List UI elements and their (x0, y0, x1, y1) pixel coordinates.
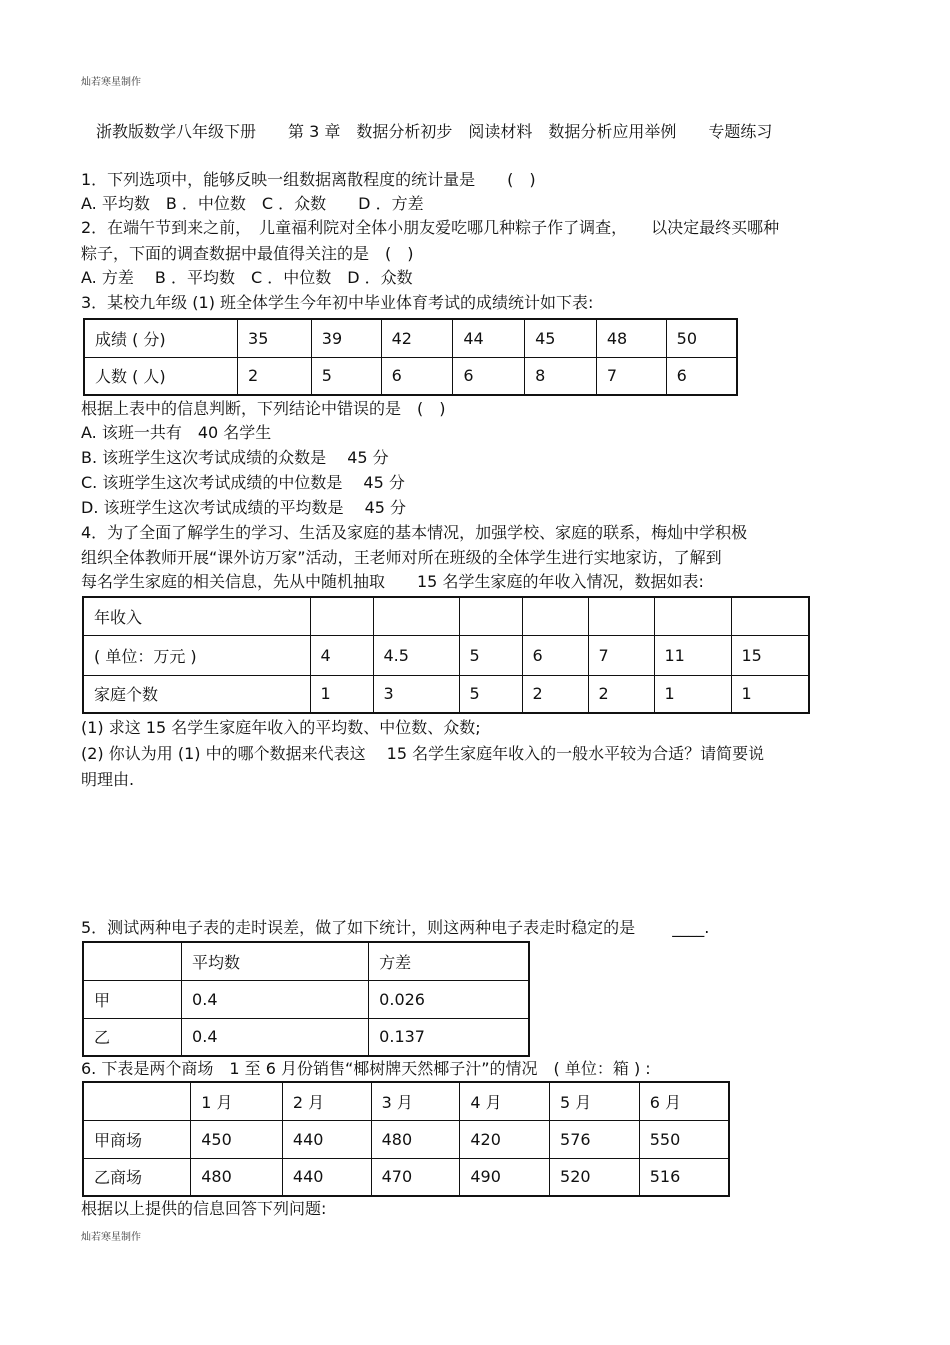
q3-score-row (84, 319, 737, 357)
table-cell: 42 (381, 319, 453, 357)
table-cell: 家庭个数 (83, 675, 310, 713)
table-cell: 1 (731, 675, 809, 713)
table-cell (373, 597, 459, 635)
table-cell: 45 (525, 319, 597, 357)
table-cell: 6 月 (639, 1082, 729, 1120)
table-cell: 5 (459, 635, 522, 675)
table-cell: 0.026 (369, 980, 529, 1018)
q5-stem: 5．测试两种电子表的走时误差，做了如下统计，则这两种电子表走时稳定的是 ____. (81, 918, 710, 937)
table-cell: 乙 (83, 1018, 182, 1056)
table-cell: 39 (311, 319, 381, 357)
table-cell: 6 (522, 635, 588, 675)
page-title: 浙教版数学八年级下册 第 3 章 数据分析初步 阅读材料 数据分析应用举例 专题练习 (96, 122, 773, 141)
q2-stem-line1: 2．在端午节到来之前， 儿童福利院对全体小朋友爱吃哪几种粽子作了调查， 以决定最终买哪种 (81, 218, 780, 237)
table-cell: 480 (191, 1158, 283, 1196)
table-cell: 3 月 (371, 1082, 460, 1120)
table-cell: 6 (453, 357, 525, 395)
table-cell: 甲 (83, 980, 182, 1018)
table-cell: 420 (460, 1120, 550, 1158)
q3-option-b: B. 该班学生这次考试成绩的众数是 45 分 (81, 448, 389, 467)
table-cell: 1 (654, 675, 731, 713)
table-cell: ( 单位：万元 ) (83, 635, 310, 675)
table-cell: 11 (654, 635, 731, 675)
table-cell (588, 597, 654, 635)
table-cell: 50 (666, 319, 737, 357)
table-cell: 440 (282, 1120, 371, 1158)
table-cell: 4.5 (373, 635, 459, 675)
q3-option-a: A. 该班一共有 40 名学生 (81, 423, 272, 442)
table-cell (83, 942, 182, 980)
table-cell: 6 (666, 357, 737, 395)
table-cell: 15 (731, 635, 809, 675)
q1-stem: 1．下列选项中，能够反映一组数据离散程度的统计量是 ( ) (81, 170, 536, 189)
q5-watch-table (82, 941, 530, 1057)
q4-family-row (83, 675, 809, 713)
q4-sub2-line2: 明理由. (81, 770, 135, 789)
table-cell: 3 (373, 675, 459, 713)
q4-sub1: (1) 求这 15 名学生家庭年收入的平均数、中位数、众数; (81, 718, 481, 737)
table-cell (459, 597, 522, 635)
table-cell: 2 (238, 357, 312, 395)
table-cell: 5 月 (550, 1082, 640, 1120)
q4-stem-line2: 组织全体教师开展“课外访万家”活动，王老师对所在班级的全体学生进行实地家访，了解到 (81, 548, 722, 567)
table-cell: 2 (522, 675, 588, 713)
table-cell: 440 (282, 1158, 371, 1196)
table-cell: 7 (588, 635, 654, 675)
q3-option-d: D. 该班学生这次考试成绩的平均数是 45 分 (81, 498, 407, 517)
q6-followup: 根据以上提供的信息回答下列问题: (81, 1199, 327, 1218)
table-cell: 2 (588, 675, 654, 713)
table-cell: 6 (381, 357, 453, 395)
table-cell: 0.4 (182, 1018, 369, 1056)
table-cell: 44 (453, 319, 525, 357)
q4-sub2-line1: (2) 你认为用 (1) 中的哪个数据来代表这 15 名学生家庭年收入的一般水平较为合适？请简要说 (81, 744, 765, 763)
table-cell: 0.4 (182, 980, 369, 1018)
table-cell: 平均数 (182, 942, 369, 980)
table-cell: 方差 (369, 942, 529, 980)
table-cell: 516 (639, 1158, 729, 1196)
q4-income-row (83, 635, 809, 675)
table-cell: 0.137 (369, 1018, 529, 1056)
table-cell: 4 (310, 635, 373, 675)
table-cell: 490 (460, 1158, 550, 1196)
q2-stem-line2: 粽子，下面的调查数据中最值得关注的是 ( ) (81, 244, 414, 263)
table-cell: 48 (596, 319, 666, 357)
table-cell: 1 月 (191, 1082, 283, 1120)
q3-score-table (83, 318, 738, 396)
table-cell: 550 (639, 1120, 729, 1158)
q6-sales-table (82, 1081, 730, 1197)
q1-options: A. 平均数 B ．中位数 C ．众数 D ．方差 (81, 194, 424, 213)
table-cell: 35 (238, 319, 312, 357)
q4-income-table (82, 596, 810, 714)
table-cell: 4 月 (460, 1082, 550, 1120)
q3-question: 根据上表中的信息判断，下列结论中错误的是 ( ) (81, 399, 446, 418)
table-cell (731, 597, 809, 635)
table-cell: 8 (525, 357, 597, 395)
q5-row-jia (83, 980, 529, 1018)
table-cell: 5 (459, 675, 522, 713)
q4-header-row (83, 597, 809, 635)
q5-header-row (83, 942, 529, 980)
q5-row-yi (83, 1018, 529, 1056)
q3-option-c: C. 该班学生这次考试成绩的中位数是 45 分 (81, 473, 405, 492)
q4-stem-line1: 4．为了全面了解学生的学习、生活及家庭的基本情况，加强学校、家庭的联系，梅灿中学积极 (81, 523, 748, 542)
q6-row-jia (83, 1120, 729, 1158)
table-cell: 甲商场 (83, 1120, 191, 1158)
q3-count-row (84, 357, 737, 395)
header-watermark: 灿若寒星制作 (81, 77, 141, 88)
q3-stem: 3．某校九年级 (1) 班全体学生今年初中毕业体育考试的成绩统计如下表: (81, 293, 594, 312)
table-cell (83, 1082, 191, 1120)
q2-options: A. 方差 B ．平均数 C ．中位数 D ．众数 (81, 268, 413, 287)
table-cell (654, 597, 731, 635)
q4-stem-line3: 每名学生家庭的相关信息，先从中随机抽取 15 名学生家庭的年收入情况，数据如表: (81, 572, 704, 591)
table-cell: 480 (371, 1120, 460, 1158)
q6-stem: 6. 下表是两个商场 1 至 6 月份销售“椰树牌天然椰子汁”的情况 ( 单位：箱 ) : (81, 1059, 651, 1078)
footer-watermark: 灿若寒星制作 (81, 1232, 141, 1243)
table-cell: 470 (371, 1158, 460, 1196)
table-cell (522, 597, 588, 635)
table-cell: 450 (191, 1120, 283, 1158)
table-cell: 520 (550, 1158, 640, 1196)
table-cell (310, 597, 373, 635)
q6-header-row (83, 1082, 729, 1120)
table-cell: 576 (550, 1120, 640, 1158)
table-cell: 乙商场 (83, 1158, 191, 1196)
table-cell: 年收入 (83, 597, 310, 635)
table-cell: 2 月 (282, 1082, 371, 1120)
q6-row-yi (83, 1158, 729, 1196)
table-cell: 7 (596, 357, 666, 395)
table-cell: 成绩 ( 分) (84, 319, 238, 357)
table-cell: 人数 ( 人) (84, 357, 238, 395)
table-cell: 1 (310, 675, 373, 713)
table-cell: 5 (311, 357, 381, 395)
